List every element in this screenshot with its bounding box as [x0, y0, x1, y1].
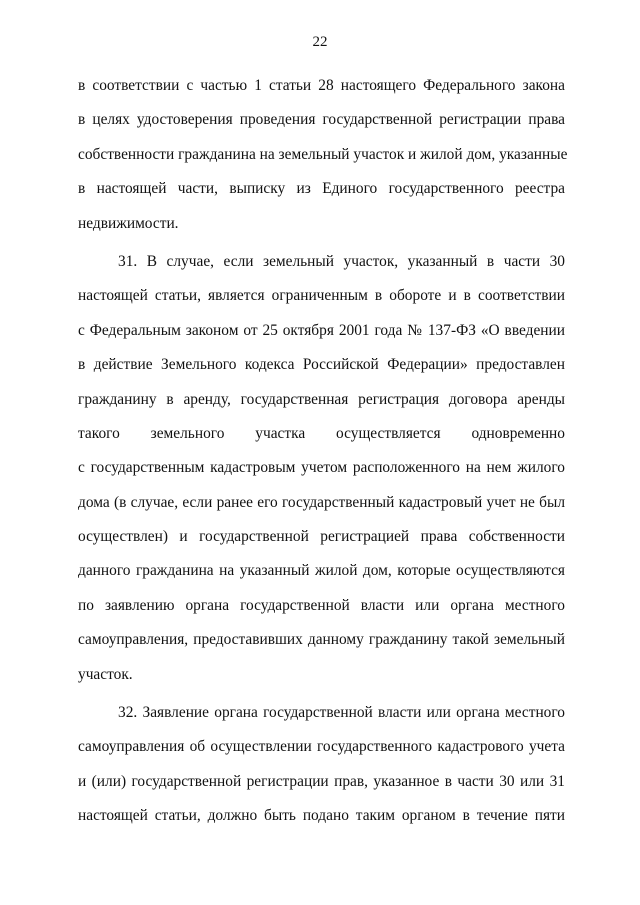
text-line: в целях удостоверения проведения государственной регистрации права [78, 111, 565, 129]
text-line: самоуправления, предоставивших данному гражданину такой земельный [78, 631, 565, 649]
document-body [78, 76, 568, 841]
text-line: в соответствии с частью 1 статьи 28 настоящего Федерального закона [78, 77, 565, 94]
text-line: настоящей статьи, является ограниченным в обороте и в соответствии [78, 287, 565, 305]
text-line: участок. [78, 665, 133, 683]
text-line: настоящей статьи, должно быть подано таким органом в течение пяти [78, 807, 565, 825]
text-line: такого земельного участка осуществляется одновременно [78, 424, 565, 442]
paragraph-31 [78, 252, 565, 699]
text-line: осуществлен) и государственной регистрацией права собственности [78, 528, 565, 546]
text-line: с государственным кадастровым учетом расположенного на нем жилого [78, 459, 565, 477]
text-line: и (или) государственной регистрации прав, указанное в части 30 или 31 [78, 772, 565, 790]
paragraph-32 [78, 703, 565, 841]
text-line: гражданину в аренду, государственная регистрация договора аренды [78, 390, 565, 408]
text-line: 32. Заявление органа государственной власти или органа местного [118, 704, 565, 722]
text-line: собственности гражданина на земельный участок и жилой дом, указанные [78, 145, 568, 163]
paragraph-continuation [78, 76, 568, 248]
text-line: недвижимости. [78, 214, 179, 232]
text-line: по заявлению органа государственной власти или органа местного [78, 596, 565, 614]
text-line: 31. В случае, если земельный участок, указанный в части 30 [118, 252, 565, 270]
text-line: самоуправления об осуществлении государственного кадастрового учета [78, 738, 565, 756]
text-line: с Федеральным законом от 25 октября 2001 года № 137-ФЗ «О введении [78, 321, 565, 339]
text-line: в действие Земельного кодекса Российской Федерации» предоставлен [78, 356, 565, 374]
text-line: данного гражданина на указанный жилой дом, которые осуществляются [78, 562, 565, 580]
text-line: дома (в случае, если ранее его государственный кадастровый учет не был [78, 493, 565, 511]
page-number: 22 [312, 34, 328, 50]
text-line: в настоящей части, выписку из Единого государственного реестра [78, 180, 565, 198]
